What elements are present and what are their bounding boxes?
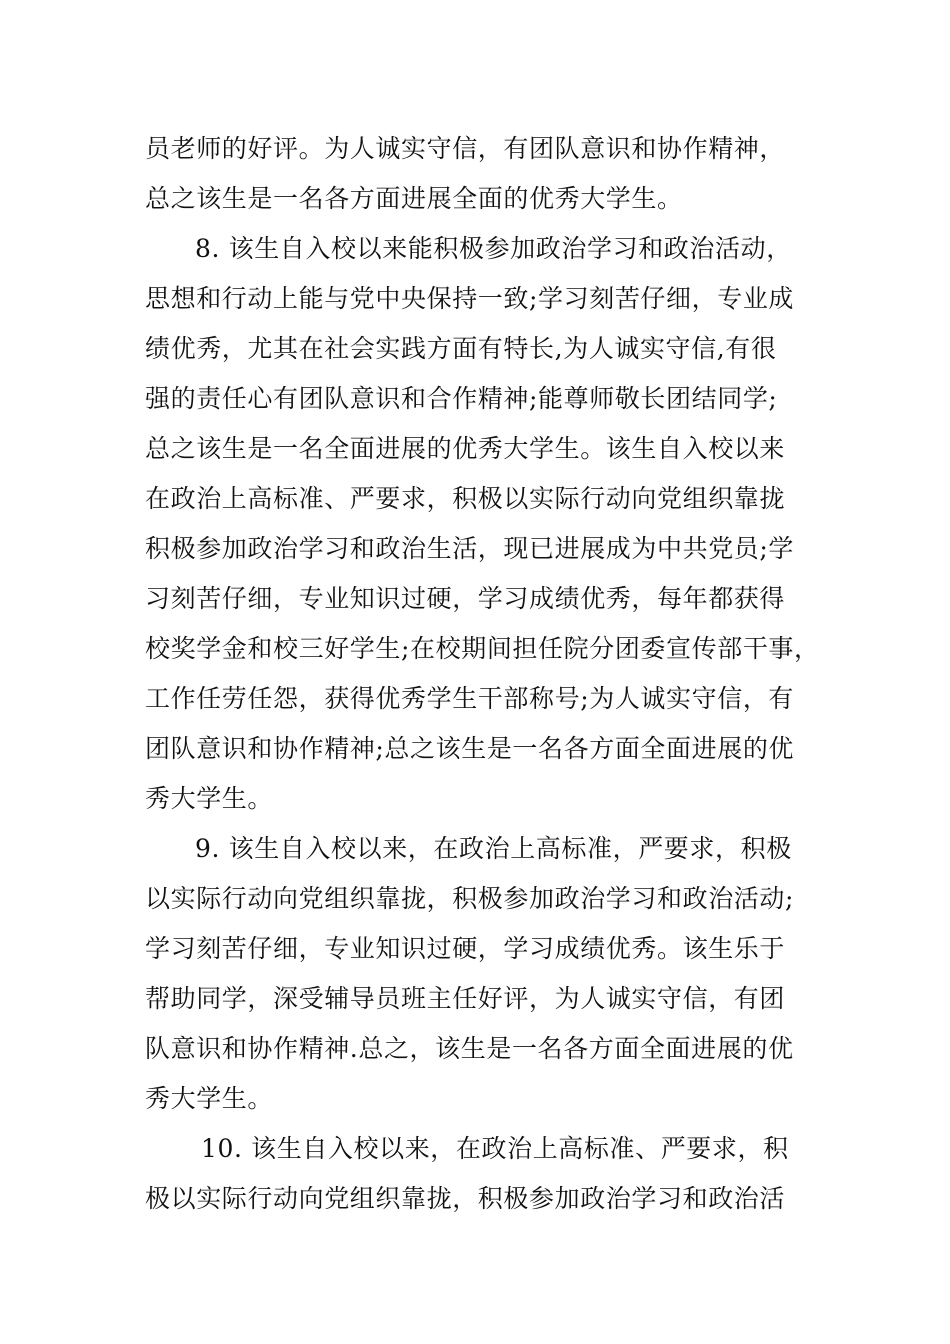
text-line: 总之该生是一名全面进展的优秀大学生。该生自入校以来 (145, 434, 786, 463)
text-line: 校奖学金和校三好学生;在校期间担任院分团委宣传部干事， (145, 634, 820, 663)
text-line: 绩优秀，尤其在社会实践方面有特长,为人诚实守信,有很 (145, 334, 777, 363)
text-line: 极以实际行动向党组织靠拢，积极参加政治学习和政治活 (145, 1184, 786, 1213)
text-line: 团队意识和协作精神;总之该生是一名各方面全面进展的优 (145, 734, 795, 763)
text-line: 秀大学生。 (145, 784, 274, 813)
text-line: 总之该生是一名各方面进展全面的优秀大学生。 (145, 184, 683, 213)
text-line: 强的责任心有团队意识和合作精神;能尊师敬长团结同学; (145, 384, 778, 413)
text-line: 学习刻苦仔细，专业知识过硬，学习成绩优秀。该生乐于 (145, 934, 786, 963)
text-line: 积极参加政治学习和政治生活，现已进展成为中共党员;学 (145, 534, 795, 563)
text-line-paragraph-9-start: 9. 该生自入校以来，在政治上高标准，严要求，积极 (195, 834, 792, 863)
text-line: 秀大学生。 (145, 1084, 274, 1113)
text-line-paragraph-10-start: 10. 该生自入校以来，在政治上高标准、严要求，积 (201, 1134, 789, 1163)
document-body (145, 124, 825, 1224)
text-line-paragraph-8-start: 8. 该生自入校以来能积极参加政治学习和政治活动， (195, 234, 792, 263)
text-line: 在政治上高标准、严要求，积极以实际行动向党组织靠拢 (145, 484, 786, 513)
text-line: 帮助同学，深受辅导员班主任好评，为人诚实守信，有团 (145, 984, 786, 1013)
text-line: 习刻苦仔细，专业知识过硬，学习成绩优秀，每年都获得 (145, 584, 786, 613)
text-line: 员老师的好评。为人诚实守信，有团队意识和协作精神， (145, 134, 786, 163)
text-line: 思想和行动上能与党中央保持一致;学习刻苦仔细，专业成 (145, 284, 795, 313)
text-line: 工作任劳任怨，获得优秀学生干部称号;为人诚实守信，有 (145, 684, 795, 713)
text-line: 以实际行动向党组织靠拢，积极参加政治学习和政治活动; (145, 884, 795, 913)
text-line: 队意识和协作精神.总之，该生是一名各方面全面进展的优 (145, 1034, 794, 1063)
